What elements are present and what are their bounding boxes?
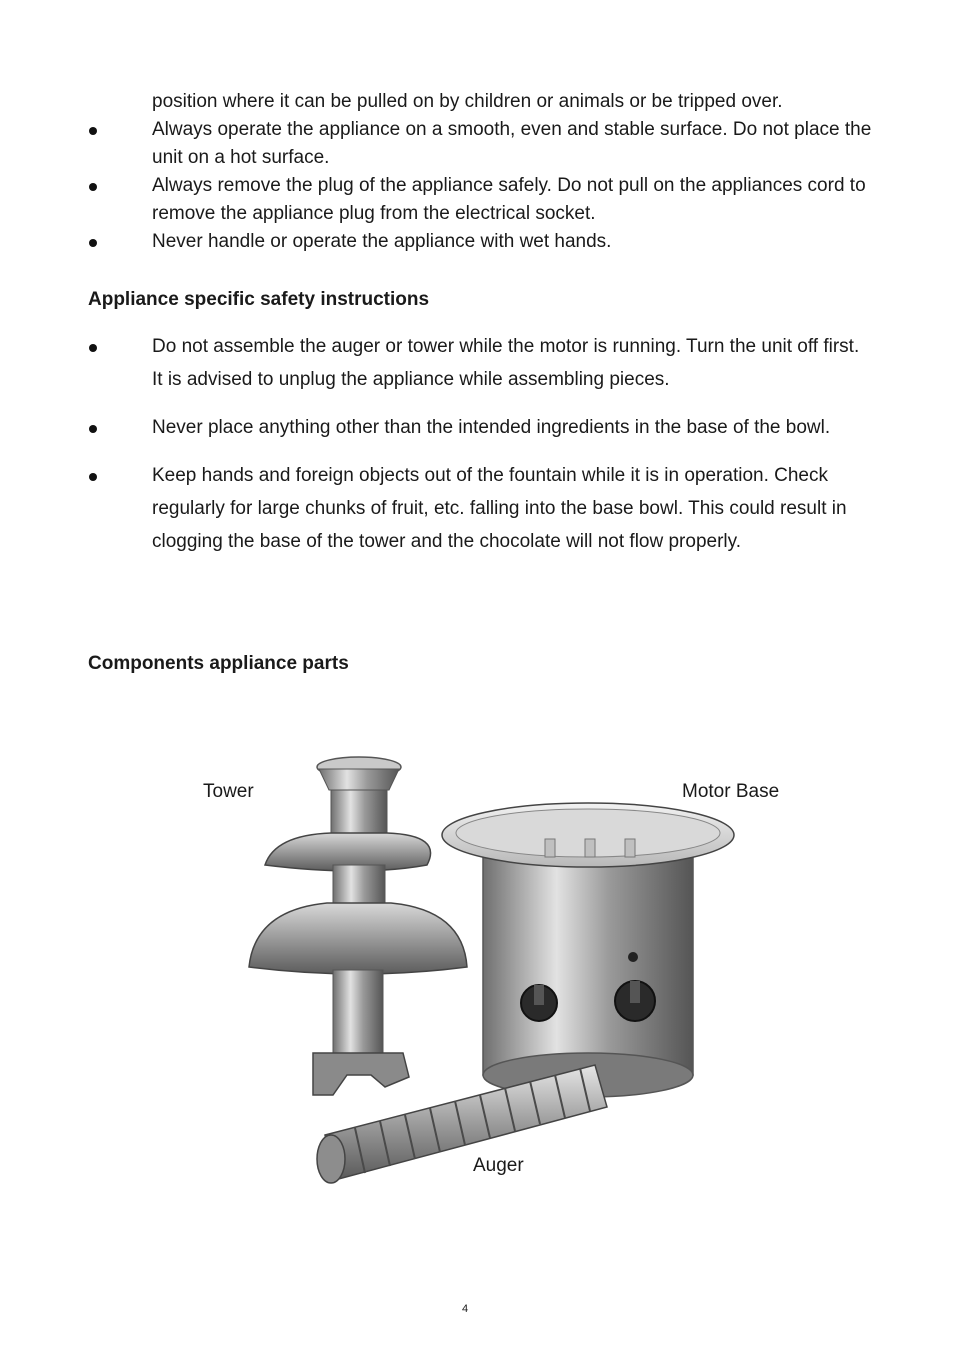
list-item xyxy=(0,228,872,256)
list-item xyxy=(0,459,872,558)
label-auger: Auger xyxy=(473,1155,524,1176)
list-item xyxy=(0,116,872,172)
section-heading-components: Components appliance parts xyxy=(88,653,349,674)
bullet-icon xyxy=(88,228,98,256)
label-motor-base: Motor Base xyxy=(682,781,780,802)
auger-part xyxy=(317,1065,607,1183)
list-item xyxy=(0,330,872,396)
bullet-icon xyxy=(88,116,98,144)
list-item xyxy=(0,172,872,228)
specific-safety-list xyxy=(0,330,954,573)
section-heading-specific-safety: Appliance specific safety instructions xyxy=(88,289,430,310)
appliance-parts-photo xyxy=(215,735,745,1195)
label-tower: Tower xyxy=(203,781,254,802)
list-item-text: Always operate the appliance on a smooth, even and stable surface. Do not place the unit on a hot surface. xyxy=(152,119,872,168)
list-item-text: Never place anything other than the intended ingredients in the base of the bowl. xyxy=(152,417,831,438)
tower-part xyxy=(249,757,467,1095)
list-item-text: Never handle or operate the appliance with wet hands. xyxy=(152,231,612,252)
motor-base-part xyxy=(442,803,734,1097)
list-item xyxy=(0,411,872,444)
page-number: 4 xyxy=(461,1303,469,1315)
list-item-text: Always remove the plug of the appliance safely. Do not pull on the appliances cord to remove the appliance plug from the electrical socket. xyxy=(152,175,866,224)
bullet-icon xyxy=(88,459,98,492)
list-item-text: Do not assemble the auger or tower while the motor is running. Turn the unit off first. It is advised to unplug the appliance while assembling pieces. xyxy=(152,336,860,390)
bullet-icon xyxy=(88,330,98,363)
bullet-icon xyxy=(88,172,98,200)
bullet-icon xyxy=(88,411,98,444)
continuation-text: position where it can be pulled on by children or animals or be tripped over. xyxy=(152,91,783,112)
list-item-text: Keep hands and foreign objects out of the fountain while it is in operation. Check regularly for large chunks of fruit, etc. falling into the base bowl. This could result in clogging the base of the tower and the chocolate will not flow properly. xyxy=(152,465,847,552)
general-safety-list xyxy=(0,116,954,256)
